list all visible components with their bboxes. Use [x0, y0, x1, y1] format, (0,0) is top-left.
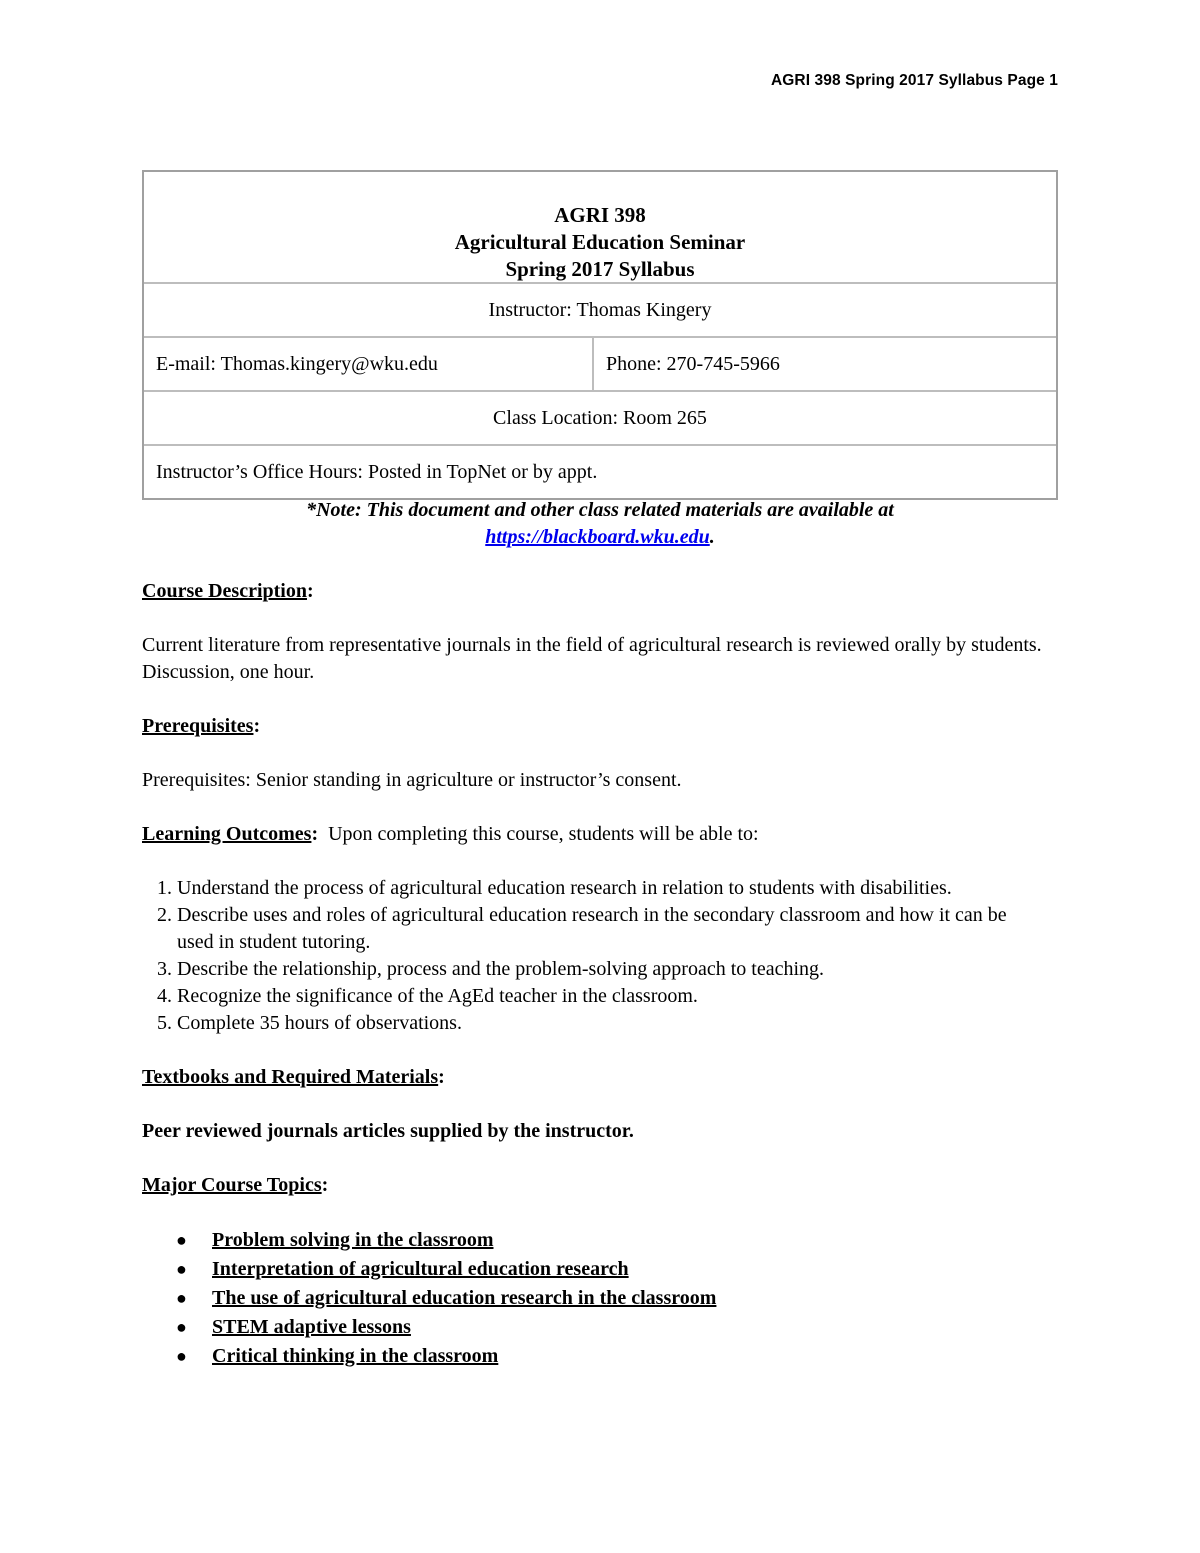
- textbooks-body: Peer reviewed journals articles supplied by the instructor.: [142, 1120, 634, 1142]
- instructor-phone: Phone: 270-745-5966: [606, 353, 780, 375]
- course-description-heading: Course Description:: [142, 580, 314, 602]
- course-info-box: [142, 170, 1058, 500]
- office-hours: Instructor’s Office Hours: Posted in TopNet or by appt.: [156, 461, 598, 483]
- availability-note: [142, 497, 1058, 551]
- major-topics-list: [142, 1226, 1042, 1371]
- learning-outcomes-intro: Upon completing this course, students will be able to:: [318, 823, 759, 845]
- bullet-icon: ●: [176, 1317, 187, 1337]
- list-item: ● Problem solving in the classroom: [212, 1226, 1042, 1255]
- note-period: .: [709, 526, 715, 548]
- instructor-email: E-mail: Thomas.kingery@wku.edu: [144, 338, 594, 390]
- section-heading-text: Course Description: [142, 580, 307, 602]
- prerequisites-body: Prerequisites: Senior standing in agriculture or instructor’s consent.: [142, 769, 682, 791]
- list-item: 5. Complete 35 hours of observations.: [177, 1010, 1042, 1037]
- section-heading-text: Textbooks and Required Materials: [142, 1066, 439, 1088]
- section-heading-text: Major Course Topics: [142, 1174, 322, 1196]
- note-link-line: [142, 524, 1058, 551]
- list-item: 2. Describe uses and roles of agricultural education research in the secondary classroom and how it can be used in student tutoring.: [177, 902, 1042, 956]
- class-location: Class Location: Room 265: [144, 392, 1056, 446]
- learning-outcomes-heading: Learning Outcomes: Upon completing this course, students will be able to:: [142, 823, 759, 845]
- course-title-block: [144, 172, 1056, 284]
- list-item: 1. Understand the process of agricultural education research in relation to students with disabilities.: [177, 875, 1042, 902]
- bullet-icon: ●: [176, 1259, 187, 1279]
- list-item: 4. Recognize the significance of the AgEd teacher in the classroom.: [177, 983, 1042, 1010]
- course-code: AGRI 398: [554, 203, 646, 227]
- instructor-name: Instructor: Thomas Kingery: [144, 284, 1056, 338]
- contact-row: [144, 338, 1056, 392]
- list-item: ● Interpretation of agricultural education research: [212, 1255, 1042, 1284]
- list-item: 3. Describe the relationship, process and the problem-solving approach to teaching.: [177, 956, 1042, 983]
- note-text: *Note: This document and other class related materials are available at: [306, 499, 894, 521]
- blackboard-link[interactable]: https://blackboard.wku.edu: [485, 526, 710, 548]
- learning-outcomes-list: [142, 875, 1042, 1037]
- course-title: Agricultural Education Seminar: [454, 230, 746, 254]
- bullet-icon: ●: [176, 1288, 187, 1308]
- bullet-icon: ●: [176, 1346, 187, 1366]
- section-heading-text: Prerequisites: [142, 715, 254, 737]
- textbooks-heading: Textbooks and Required Materials:: [142, 1066, 445, 1088]
- list-item: ● Critical thinking in the classroom: [212, 1342, 1042, 1371]
- syllabus-term: Spring 2017 Syllabus: [505, 257, 695, 281]
- list-item: ● The use of agricultural education research in the classroom: [212, 1284, 1042, 1313]
- course-description-body: Current literature from representative journals in the field of agricultural research is reviewed orally by students. Discussion, one hour.: [142, 634, 1042, 683]
- prerequisites-heading: Prerequisites:: [142, 715, 261, 737]
- syllabus-content: [142, 578, 1042, 1371]
- bullet-icon: ●: [176, 1230, 187, 1250]
- section-heading-text: Learning Outcomes: [142, 823, 312, 845]
- list-item: ● STEM adaptive lessons: [212, 1313, 1042, 1342]
- major-topics-heading: Major Course Topics:: [142, 1174, 329, 1196]
- running-header: AGRI 398 Spring 2017 Syllabus Page 1: [770, 72, 1058, 89]
